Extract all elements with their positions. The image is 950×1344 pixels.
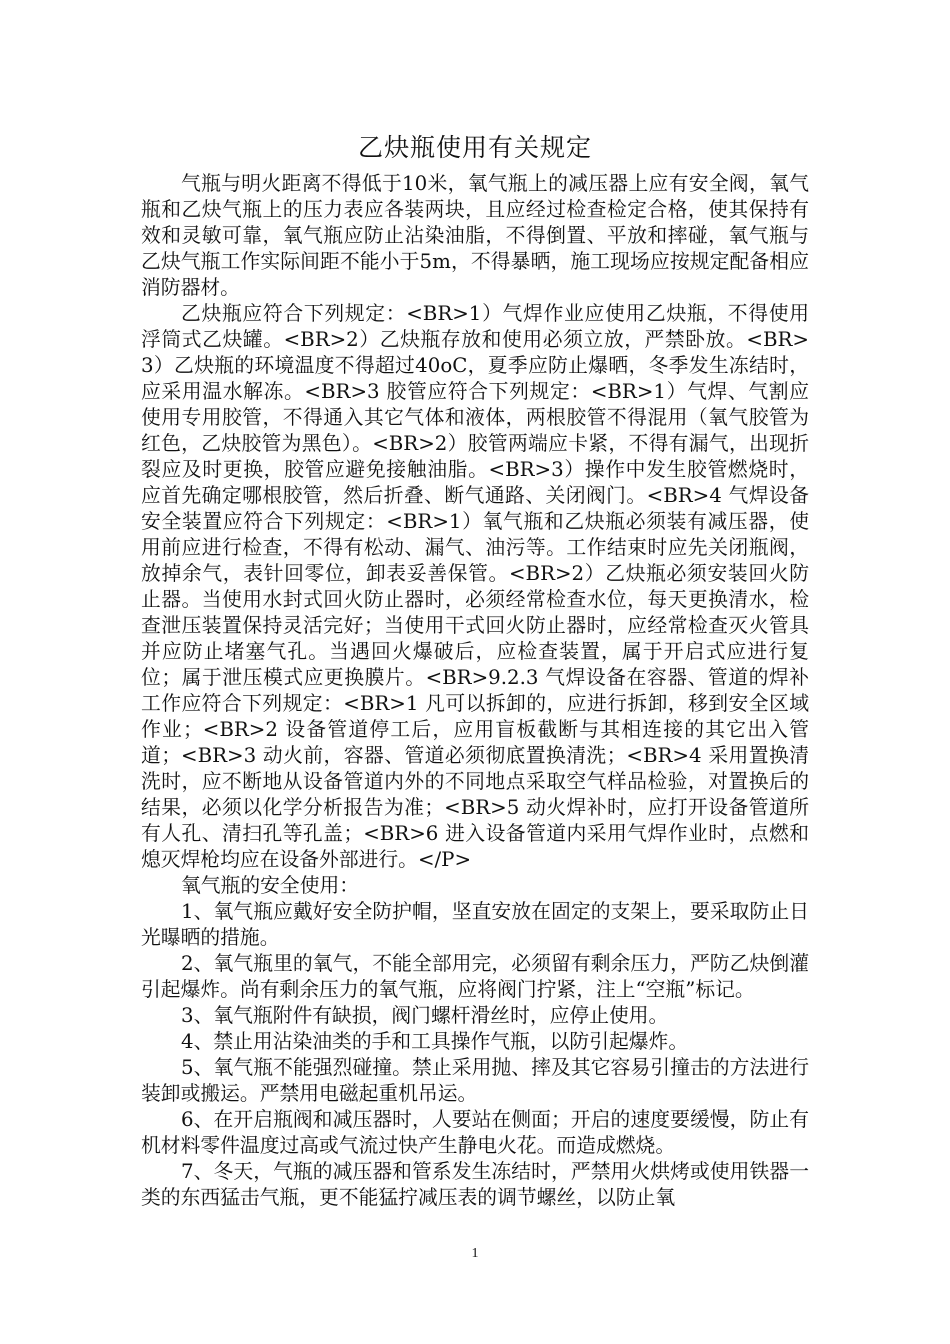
document-content: [141, 128, 809, 1211]
paragraph-oxygen-rule-3: 3、氧气瓶附件有缺损，阀门螺杆滑丝时，应停止使用。: [181, 1004, 669, 1027]
paragraph-oxygen-rule-1: 1、氧气瓶应戴好安全防护帽，坚直安放在固定的支架上，要采取防止日光曝晒的措施。: [141, 900, 809, 949]
paragraph-acetylene-rules: 乙炔瓶应符合下列规定：<BR>1）气焊作业应使用乙炔瓶，不得使用浮筒式乙炔罐。<BR>2）乙炔瓶存放和使用必须立放，严禁卧放。<BR>3）乙炔瓶的环境温度不得超过40oC，夏季应防止爆晒，冬季发生冻结时，应采用温水解冻。<BR>3 胶管应符合下列规定：<BR>1）气焊、气割应使用专用胶管，不得通入其它气体和液体，两根胶管不得混用（氧气胶管为红色，乙炔胶管为黑色）。<BR>2）胶管两端应卡紧，不得有漏气，出现折裂应及时更换，胶管应避免接触油脂。<BR>3）操作中发生胶管燃烧时，应首先确定哪根胶管，然后折叠、断气通路、关闭阀门。<BR>4 气焊设备安全装置应符合下列规定：<BR>1）氧气瓶和乙炔瓶必须装有减压器，使用前应进行检查，不得有松动、漏气、油污等。工作结束时应先关闭瓶阀，放掉余气，表针回零位，卸表妥善保管。<BR>2）乙炔瓶必须安装回火防止器。当使用水封式回火防止器时，必须经常检查水位，每天更换清水，检查泄压装置保持灵活完好；当使用干式回火防止器时，应经常检查灭火管具并应防止堵塞气孔。当遇回火爆破后，应检查装置，属于开启式应进行复位；属于泄压模式应更换膜片。<BR>9.2.3 气焊设备在容器、管道的焊补工作应符合下列规定：<BR>1 凡可以拆卸的，应进行拆卸，移到安全区域作业；<BR>2 设备管道停工后，应用盲板截断与其相连接的其它出入管道；<BR>3 动火前，容器、管道必须彻底置换清洗；<BR>4 采用置换清洗时，应不断地从设备管道内外的不同地点采取空气样品检验，对置换后的结果，必须以化学分析报告为准；<BR>5 动火焊补时，应打开设备管道所有人孔、清扫孔等孔盖；<BR>6 进入设备管道内采用气焊作业时，点燃和熄灭焊枪均应在设备外部进行。</P>: [141, 302, 809, 871]
paragraph-oxygen-rule-2: 2、氧气瓶里的氧气，不能全部用完，必须留有剩余压力，严防乙炔倒灌引起爆炸。尚有剩余压力的氧气瓶，应将阀门拧紧，注上“空瓶”标记。: [141, 952, 809, 1001]
document-title: 乙炔瓶使用有关规定: [357, 133, 592, 162]
paragraph-oxygen-rule-6: 6、在开启瓶阀和减压器时，人要站在侧面；开启的速度要缓慢，防止有机材料零件温度过高或气流过快产生静电火花。而造成燃烧。: [141, 1108, 809, 1157]
paragraph-oxygen-safety-heading: 氧气瓶的安全使用：: [181, 874, 360, 897]
paragraph-oxygen-rule-7: 7、冬天，气瓶的减压器和管系发生冻结时，严禁用火烘烤或使用铁器一类的东西猛击气瓶，更不能猛拧减压表的调节螺丝，以防止氧: [141, 1160, 809, 1209]
paragraph-cylinder-distance: 气瓶与明火距离不得低于10米，氧气瓶上的减压器上应有安全阀，氧气瓶和乙炔气瓶上的压力表应各装两块，且应经过检查检定合格，使其保持有效和灵敏可靠，氧气瓶应防止沾染油脂，不得倒置、平放和摔碰，氧气瓶与乙炔气瓶工作实际间距不能小于5m，不得暴晒，施工现场应按规定配备相应消防器材。: [141, 172, 809, 299]
page-number: 1: [471, 1246, 479, 1261]
paragraph-oxygen-rule-4: 4、禁止用沾染油类的手和工具操作气瓶，以防引起爆炸。: [181, 1030, 689, 1053]
paragraph-oxygen-rule-5: 5、氧气瓶不能强烈碰撞。禁止采用抛、摔及其它容易引撞击的方法进行装卸或搬运。严禁用电磁起重机吊运。: [141, 1056, 809, 1105]
